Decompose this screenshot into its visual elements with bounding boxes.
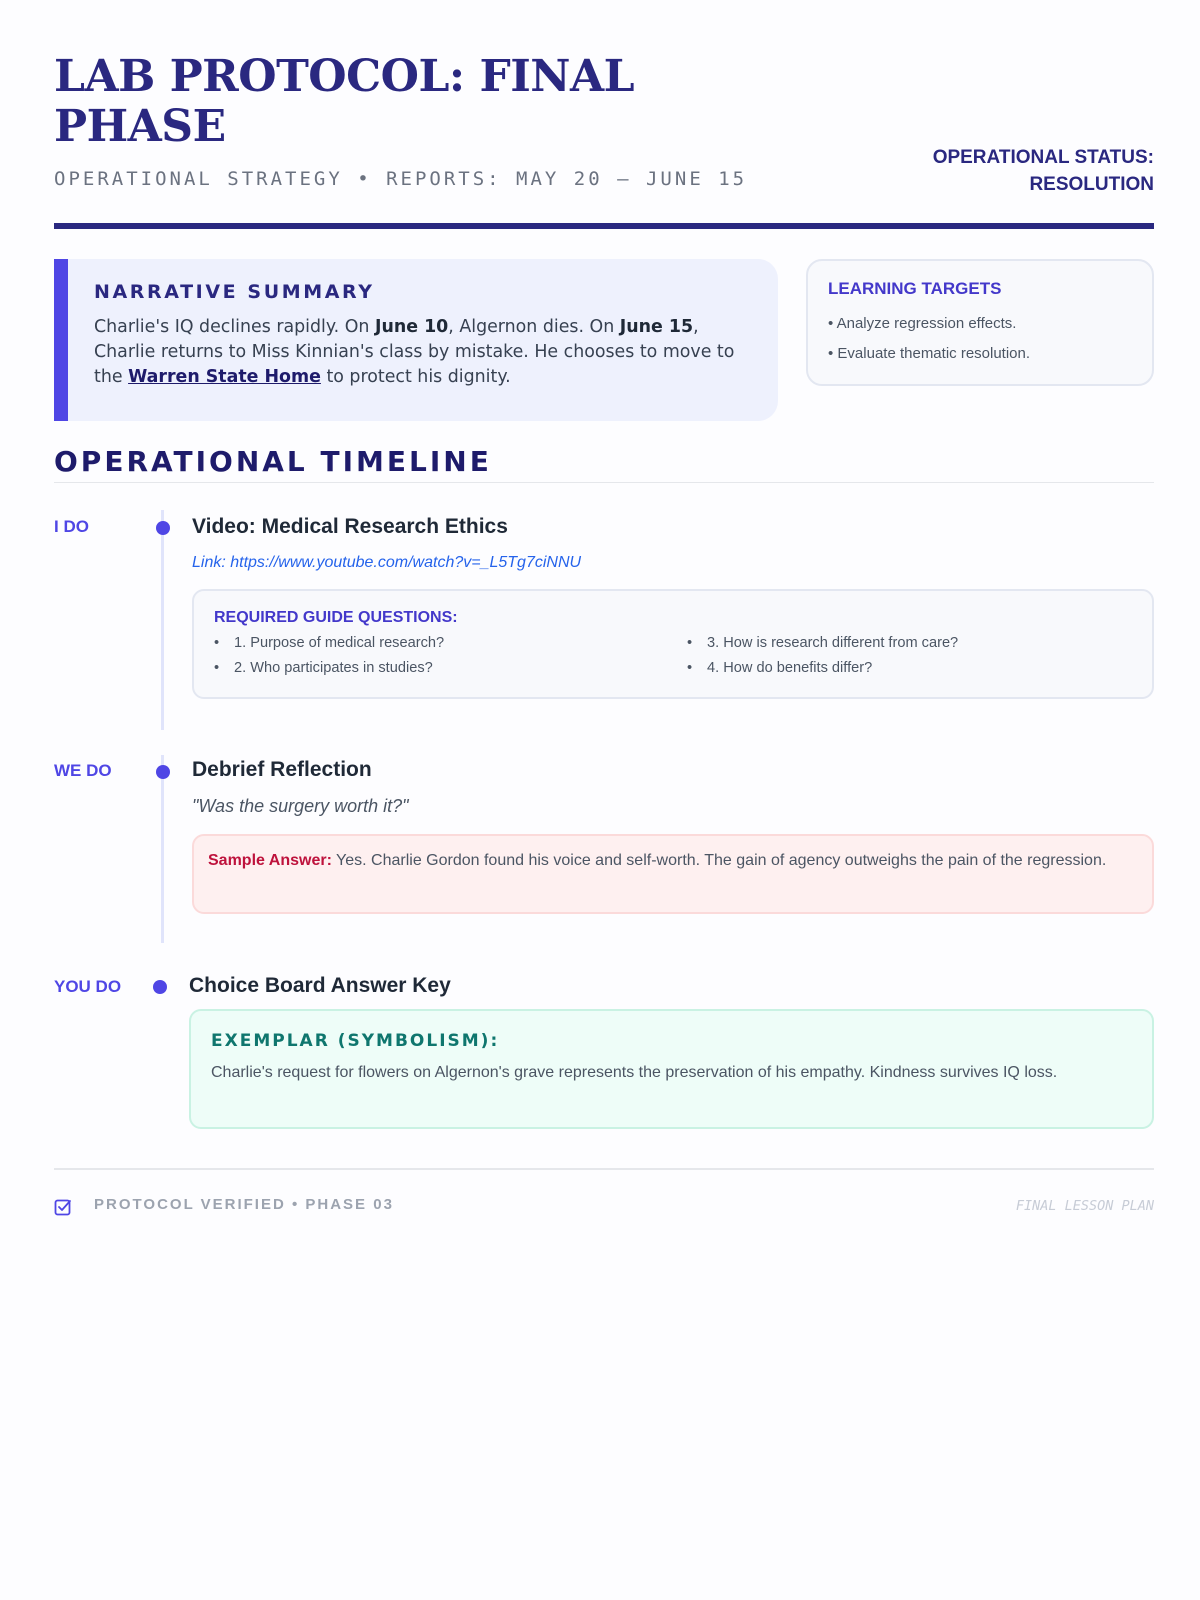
- summary-date-june-10: June 10: [374, 317, 449, 337]
- timeline-line: [161, 510, 164, 730]
- footer-verification: PROTOCOL VERIFIED • PHASE 03: [94, 1196, 394, 1213]
- title-line-2: PHASE: [54, 101, 226, 152]
- header: [54, 0, 1154, 232]
- narrative-summary-card: [54, 259, 778, 421]
- timeline-line: [161, 755, 164, 943]
- footer-divider: [54, 1168, 1154, 1170]
- guide-questions-card: [192, 589, 1154, 699]
- status-value: RESOLUTION: [1029, 174, 1154, 195]
- exemplar-text: Charlie's request for flowers on Algernon's grave represents the preservation of his empathy. Kindness survives IQ loss.: [211, 1064, 1058, 1081]
- guide-question: • 2. Who participates in studies?: [214, 656, 687, 681]
- summary-date-june-15: June 15: [619, 317, 694, 337]
- checkbox-check-icon: [54, 1198, 72, 1216]
- learning-target-item: • Evaluate thematic resolution.: [828, 339, 1132, 369]
- guide-question: • 4. How do benefits differ?: [687, 656, 1132, 681]
- summary-text-part: , Algernon dies. On: [448, 317, 620, 337]
- sample-answer-text: Yes. Charlie Gordon found his voice and self-worth. The gain of agency outweighs the pain of the regression.: [331, 852, 1107, 869]
- step-title-you-do: Choice Board Answer Key: [189, 974, 451, 997]
- lesson-plan-page: [54, 0, 1154, 1214]
- phase-label-we-do: WE DO: [54, 761, 112, 780]
- narrative-summary-text: [94, 315, 752, 390]
- sample-answer-card: [192, 834, 1154, 914]
- summary-text-part: to protect his dignity.: [320, 367, 511, 387]
- sample-answer-label: Sample Answer:: [208, 852, 332, 869]
- exemplar-heading: EXEMPLAR (SYMBOLISM):: [211, 1031, 500, 1051]
- title-line-1: LAB PROTOCOL: FINAL: [54, 51, 635, 102]
- step-title-we-do: Debrief Reflection: [192, 758, 372, 781]
- step-title-i-do: Video: Medical Research Ethics: [192, 515, 508, 538]
- page-title: [54, 52, 694, 152]
- learning-targets-list: [828, 309, 1132, 369]
- timeline-dot: [153, 980, 167, 994]
- summary-text-part: Charlie's IQ declines rapidly. On: [94, 317, 375, 337]
- timeline-header: [54, 445, 1154, 483]
- warren-state-home-link[interactable]: Warren State Home: [128, 367, 321, 387]
- guide-question: • 1. Purpose of medical research?: [214, 631, 687, 656]
- header-divider: [54, 223, 1154, 229]
- guide-questions-list: [214, 631, 1132, 681]
- reflection-question: "Was the surgery worth it?": [192, 796, 409, 816]
- learning-target-item: • Analyze regression effects.: [828, 309, 1132, 339]
- summary-text-part: , Charlie returns to Miss Kinnian's class by mistake. He chooses to move to the: [94, 317, 735, 387]
- operational-status: [933, 144, 1154, 198]
- page-subtitle: OPERATIONAL STRATEGY • REPORTS: MAY 20 – JUNE 15: [54, 168, 748, 190]
- guide-questions-heading: REQUIRED GUIDE QUESTIONS:: [214, 609, 458, 626]
- video-link[interactable]: Link: https://www.youtube.com/watch?v=_L5Tg7ciNNU: [192, 554, 582, 571]
- phase-label-i-do: I DO: [54, 517, 89, 536]
- timeline-heading: OPERATIONAL TIMELINE: [54, 445, 492, 478]
- learning-targets-card: [806, 259, 1154, 386]
- footer-doc-type: FINAL LESSON PLAN: [1015, 1198, 1154, 1214]
- phase-label-you-do: YOU DO: [54, 977, 122, 996]
- narrative-summary-heading: NARRATIVE SUMMARY: [94, 281, 375, 303]
- timeline-dot: [156, 765, 170, 779]
- status-label: OPERATIONAL STATUS:: [932, 147, 1154, 168]
- learning-targets-heading: LEARNING TARGETS: [828, 279, 1002, 298]
- timeline-dot: [156, 521, 170, 535]
- exemplar-card: [189, 1009, 1154, 1129]
- guide-question: • 3. How is research different from care?: [687, 631, 1132, 656]
